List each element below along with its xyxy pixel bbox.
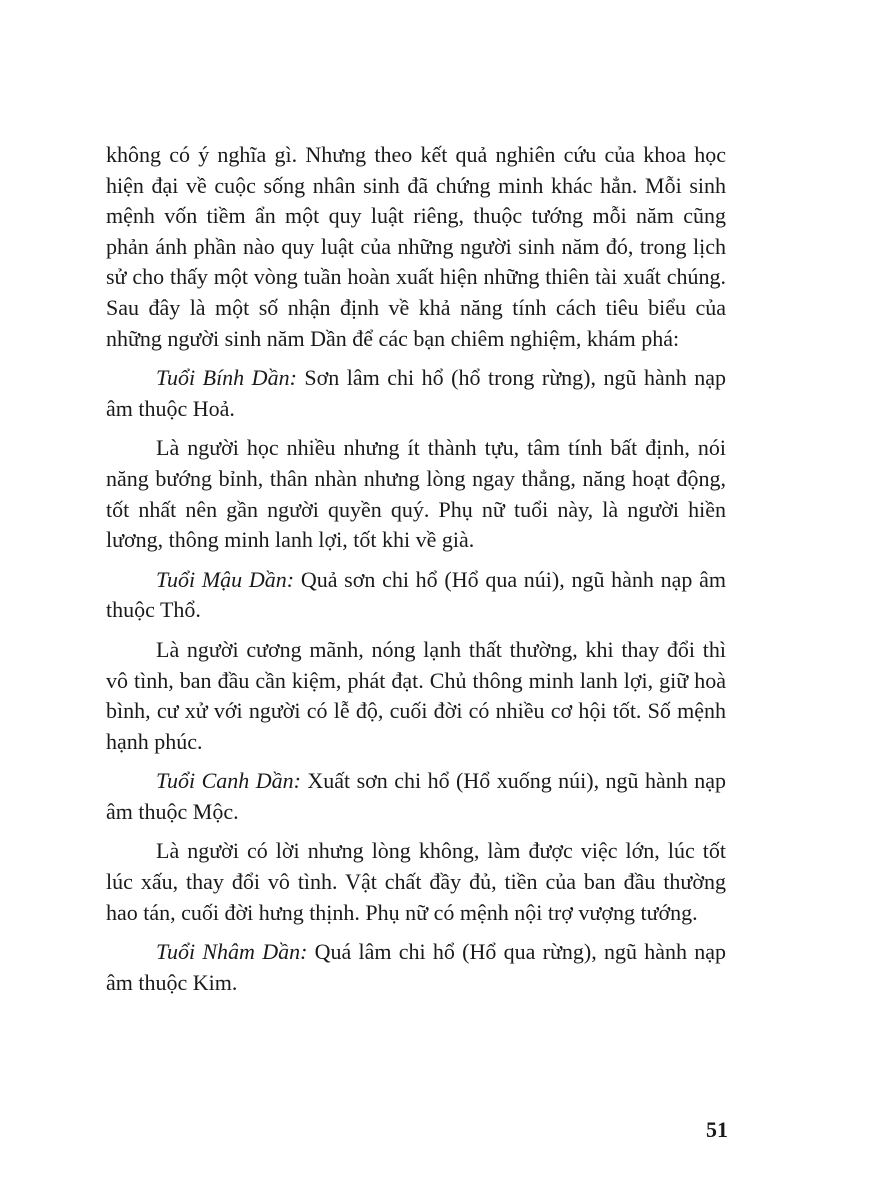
intro-text: không có ý nghĩa gì. Nhưng theo kết quả nghiên cứu của khoa học hiện đại về cuộc sống nhân sinh đã chứng minh khác hẳn. Mỗi sinh mệnh vốn tiềm ẩn một quy luật riêng, thuộc tướng mỗi năm cũng phản ánh phần nào quy luật của những người sinh năm đó, trong lịch sử cho thấy một vòng tuần hoàn xuất hiện những thiên tài xuất chúng. Sau đây là một số nhận định về khả năng tính cách tiêu biểu của những người sinh năm Dần để các bạn chiêm nghiệm, khám phá: xyxy=(106,142,726,351)
canh-dan-heading-paragraph xyxy=(106,766,726,827)
canh-dan-description xyxy=(106,836,726,928)
nham-dan-summary: Quá lâm chi hổ (Hổ qua rừng), ngũ hành nạp âm thuộc Kim. xyxy=(106,939,726,995)
nham-dan-term: Tuổi Nhâm Dần: xyxy=(156,939,308,965)
binh-dan-heading-paragraph xyxy=(106,363,726,424)
mau-dan-summary: Quả sơn chi hổ (Hổ qua núi), ngũ hành nạp âm thuộc Thổ. xyxy=(106,566,726,623)
nham-dan-heading-paragraph xyxy=(106,937,726,998)
mau-dan-description xyxy=(106,635,726,757)
canh-dan-term: Tuổi Canh Dần: xyxy=(156,768,301,794)
mau-dan-term: Tuổi Mậu Dần: xyxy=(156,566,295,592)
binh-dan-description-text: Là người học nhiều nhưng ít thành tựu, tâm tính bất định, nói năng bướng bỉnh, thân nhàn nhưng lòng ngay thẳng, năng hoạt động, tốt nhất nên gần người quyền quý. Phụ nữ tuổi này, là người hiền lương, thông minh lanh lợi, tốt khi về già. xyxy=(106,435,726,553)
binh-dan-description xyxy=(106,433,726,555)
body-text xyxy=(106,140,726,998)
page-number: 51 xyxy=(706,1117,728,1142)
intro-paragraph xyxy=(106,140,726,354)
mau-dan-heading-paragraph xyxy=(106,565,726,626)
binh-dan-summary: Sơn lâm chi hổ (hổ trong rừng), ngũ hành nạp âm thuộc Hoả. xyxy=(106,365,726,421)
mau-dan-description-text: Là người cương mãnh, nóng lạnh thất thường, khi thay đổi thì vô tình, ban đầu cần kiệm, phát đạt. Chủ thông minh lanh lợi, giữ hoà bình, cư xử với người có lễ độ, cuối đời có nhiều cơ hội tốt. Số mệnh hạnh phúc. xyxy=(106,636,726,754)
canh-dan-description-text: Là người có lời nhưng lòng không, làm được việc lớn, lúc tốt lúc xấu, thay đổi vô tình. Vật chất đầy đủ, tiền của ban đầu thường hao tán, cuối đời hưng thịnh. Phụ nữ có mệnh nội trợ vượng tướng. xyxy=(106,838,726,925)
canh-dan-summary: Xuất sơn chi hổ (Hổ xuống núi), ngũ hành nạp âm thuộc Mộc. xyxy=(106,768,726,824)
binh-dan-term: Tuổi Bính Dần: xyxy=(156,365,297,391)
